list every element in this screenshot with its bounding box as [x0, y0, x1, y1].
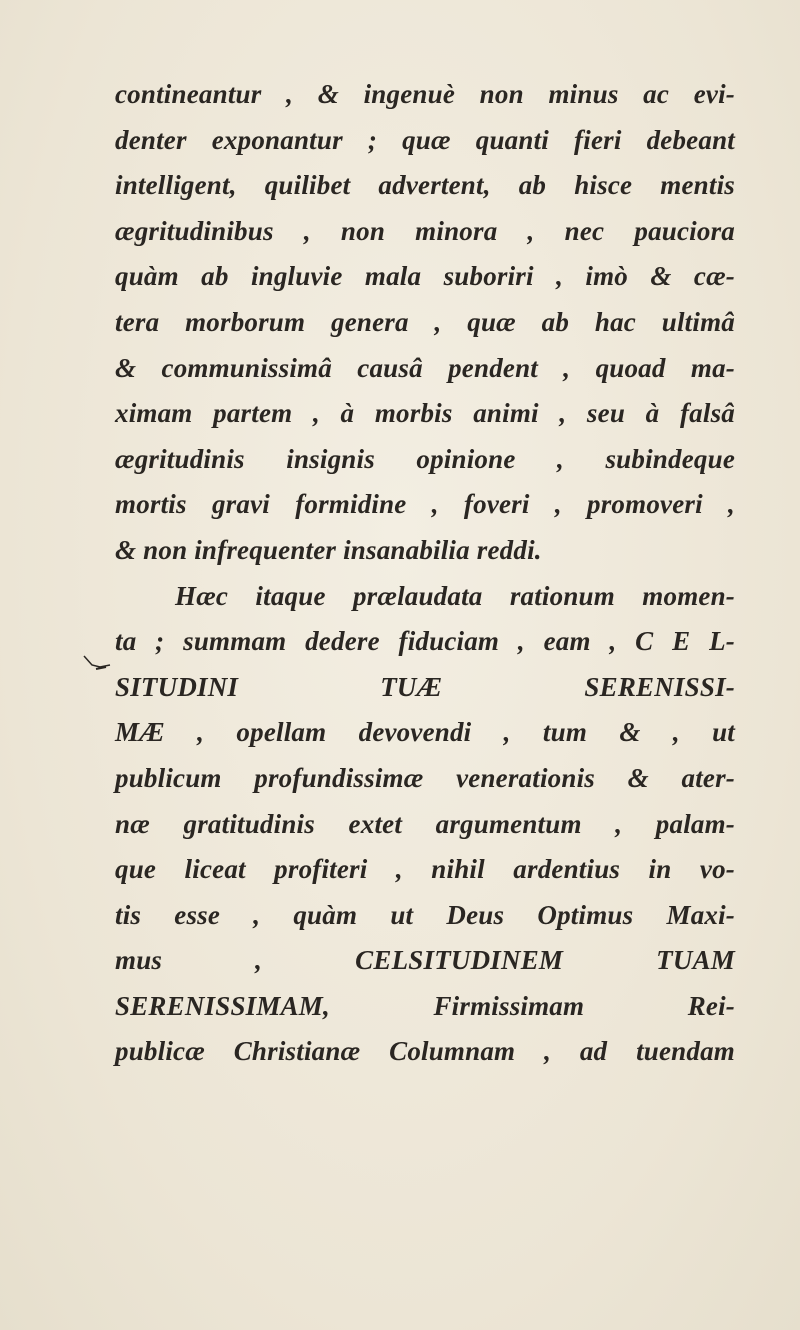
text-line: MÆ , opellam devovendi , tum & , ut — [115, 717, 735, 748]
text-line: que liceat profiteri , nihil ardentius in vo- — [115, 854, 735, 885]
text-line: denter exponantur ; quæ quanti fieri debeant — [115, 124, 735, 155]
text-line: ximam partem , à morbis animi , seu à falsâ — [115, 398, 735, 429]
text-line: næ gratitudinis extet argumentum , palam- — [115, 808, 735, 839]
text-line: tera morborum genera , quæ ab hac ultimâ — [115, 306, 735, 337]
text-line: SITUDINI TUÆ SERENISSI- — [115, 671, 735, 702]
text-line: quàm ab ingluvie mala suboriri , imò & cæ- — [115, 261, 735, 292]
body-text — [115, 72, 735, 1075]
text-line: publicæ Christianæ Columnam , ad tuendam — [115, 1036, 735, 1067]
text-line: tis esse , quàm ut Deus Optimus Maxi- — [115, 899, 735, 930]
text-line: publicum profundissimæ venerationis & ater- — [115, 762, 735, 793]
text-line: & communissimâ causâ pendent , quoad ma- — [115, 352, 735, 383]
text-line: & non infrequenter insanabilia reddi. — [115, 534, 542, 565]
text-line: intelligent, quilibet advertent, ab hisce mentis — [115, 170, 735, 201]
text-line: mus , CELSITUDINEM TUAM — [115, 945, 735, 976]
paragraph-start-line: Hæc itaque prælaudata rationum momen- — [175, 580, 735, 611]
text-line: SERENISSIMAM, Firmissimam Rei- — [115, 990, 735, 1021]
text-line: contineantur , & ingenuè non minus ac evi- — [115, 79, 735, 109]
text-line: ægritudinis insignis opinione , subindeque — [115, 443, 735, 474]
text-line: mortis gravi formidine , foveri , promoveri , — [115, 489, 735, 520]
text-line: ægritudinibus , non minora , nec pauciora — [115, 215, 735, 246]
text-line: ta ; summam dedere fiduciam , eam , C E L- — [115, 626, 735, 657]
